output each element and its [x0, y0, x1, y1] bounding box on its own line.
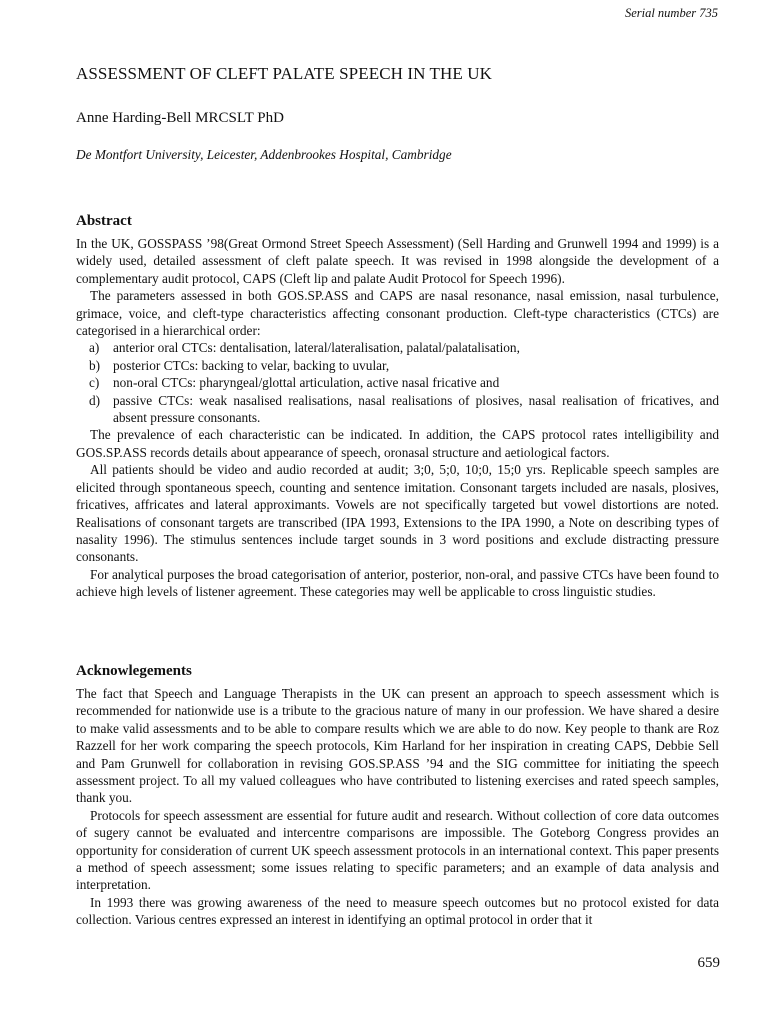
list-item — [76, 339, 719, 356]
ctc-category-list — [76, 339, 719, 426]
list-item-text: passive CTCs: weak nasalised realisations, nasal realisations of plosives, nasal realisation of fricatives, and absent pressure consonants. — [113, 392, 719, 426]
abstract-heading: Abstract — [76, 213, 132, 229]
abstract-body — [76, 235, 719, 601]
list-item — [76, 357, 719, 374]
list-item-text: posterior CTCs: backing to velar, backing to uvular, — [113, 357, 390, 373]
abstract-paragraph: For analytical purposes the broad categorisation of anterior, posterior, non-oral, and passive CTCs have been found to achieve high levels of listener agreement. These categories may well be applicable to cross linguistic studies. — [76, 566, 719, 600]
abstract-paragraph: In the UK, GOSSPASS ’98(Great Ormond Street Speech Assessment) (Sell Harding and Grunwell 1994 and 1999) is a widely used, detailed assessment of cleft palate speech. It was revised in 1998 alongside the development of a complementary audit protocol, CAPS (Cleft lip and palate Audit Protocol for Speech 1996). — [76, 236, 719, 286]
list-marker: a) — [89, 340, 100, 356]
acknowledgements-heading: Acknowlegements — [76, 663, 192, 679]
list-marker: b) — [89, 357, 101, 373]
acknowledgements-paragraph: The fact that Speech and Language Therapists in the UK can present an approach to speech assessment which is recommended for nationwide use is a tribute to the gracious nature of many in our profession. We have shared a desire to make valid assessments and to be able to compare results which we are able to do now. Key people to thank are Roz Razzell for her work comparing the speech protocols, Kim Harland for her inspiration in creating CAPS, Debbie Sell and Pam Grunwell for collaboration in revising GOS.SP.ASS ’94 and the SIG committee for initiating the speech assessment project. To all my valued colleagues who have contributed to listening exercises and rated speech samples, thank you. — [76, 686, 719, 806]
page-number: 659 — [697, 955, 720, 971]
abstract-paragraph: The parameters assessed in both GOS.SP.ASS and CAPS are nasal resonance, nasal emission, nasal turbulence, grimace, voice, and cleft-type characteristics affecting consonant production. Cleft-type characteristics (CTCs) are categorised in a hierarchical order: — [76, 288, 719, 339]
list-item — [76, 392, 719, 427]
acknowledgements-paragraph: Protocols for speech assessment are essential for future audit and research. Without collection of core data outcomes of sugery cannot be evaluated and intercentre comparisons are impossible. The Goteborg Congress provides an opportunity for consideration of current UK speech assessment protocols in an international context. This paper presents a method of speech assessment; some issues relating to specific parameters; and an example of data analysis and interpretation. — [76, 807, 719, 893]
list-marker: c) — [89, 375, 100, 391]
list-item — [76, 374, 719, 391]
abstract-paragraph: All patients should be video and audio recorded at audit; 3;0, 5;0, 10;0, 15;0 yrs. Replicable speech samples are elicited through spontaneous speech, counting and sentence imitation. Consonant targets included are nasals, plosives, fricatives, affricates and lateral approximants. Vowels are not specifically targeted but vowel distortions are noted. Realisations of consonant targets are transcribed (IPA 1993, Extensions to the IPA 1990, a Note on describing types of nasality 1996). The stimulus sentences include target sounds in 3 word positions and exclude distracting pressure consonants. — [76, 462, 719, 565]
affiliation-line: De Montfort University, Leicester, Addenbrookes Hospital, Cambridge — [76, 147, 452, 162]
paper-title: ASSESSMENT OF CLEFT PALATE SPEECH IN THE UK — [76, 64, 492, 83]
list-item-text: non-oral CTCs: pharyngeal/glottal articulation, active nasal fricative and — [113, 375, 500, 391]
abstract-paragraph: The prevalence of each characteristic can be indicated. In addition, the CAPS protocol rates intelligibility and GOS.SP.ASS records details about appearance of speech, oronasal structure and aetiological factors. — [76, 427, 719, 460]
list-marker: d) — [89, 392, 101, 408]
acknowledgements-body — [76, 685, 719, 929]
serial-number: Serial number 735 — [624, 6, 718, 20]
acknowledgements-paragraph: In 1993 there was growing awareness of the need to measure speech outcomes but no protocol existed for data collection. Various centres expressed an interest in identifying an optimal protocol in order that it — [76, 894, 719, 928]
author-line: Anne Harding-Bell MRCSLT PhD — [76, 110, 284, 126]
list-item-text: anterior oral CTCs: dentalisation, lateral/lateralisation, palatal/palatalisation, — [113, 340, 520, 356]
